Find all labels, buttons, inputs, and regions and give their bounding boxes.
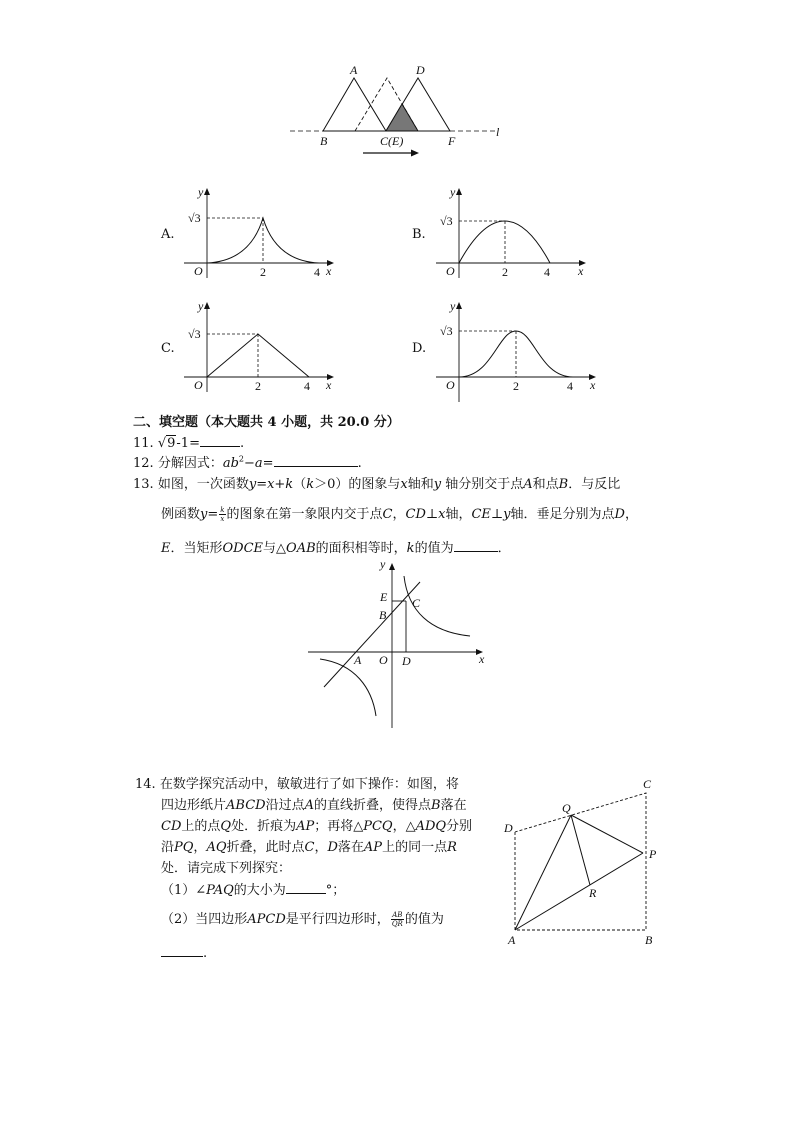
svg-text:y: y — [380, 557, 386, 571]
svg-text:4: 4 — [544, 265, 550, 278]
option-a-label[interactable]: A. — [161, 227, 175, 242]
label-l: l — [496, 125, 500, 139]
svg-text:C: C — [412, 596, 421, 610]
option-b-label[interactable]: B. — [412, 227, 426, 242]
question-14-part-2-answer: . — [161, 943, 207, 963]
question-13-line-1: 13. 如图，一次函数y=x+k（k＞0）的图象与x轴和y 轴分别交于点A和点B．与反比 — [133, 477, 621, 492]
label-f: F — [448, 134, 456, 148]
svg-text:O: O — [194, 264, 203, 278]
q13-answer-blank[interactable] — [454, 538, 498, 552]
svg-text:O: O — [379, 653, 388, 667]
svg-text:4: 4 — [304, 379, 310, 392]
svg-text:y: y — [450, 185, 456, 199]
svg-text:√3: √3 — [188, 327, 201, 341]
q14-qr — [571, 815, 590, 885]
svg-text:O: O — [194, 378, 203, 392]
question-12: 12. 分解因式：$ab^2-a=$ . — [133, 454, 362, 471]
q13-figure — [300, 556, 500, 731]
q13-number: 13. — [133, 477, 154, 492]
label-a: A — [350, 63, 358, 77]
q14-figure — [500, 772, 670, 950]
question-14-part-2: （2）当四边形APCD是平行四边形时， $\frac{AB}{QR}$ 的值为 — [161, 911, 444, 928]
svg-text:C: C — [643, 777, 652, 791]
q11-sqrt-sign: √ — [157, 436, 167, 451]
svg-text:2: 2 — [502, 265, 508, 278]
svg-text:x: x — [590, 378, 596, 392]
question-14-line-3: CD上的点Q处．折痕为AP；再将△PCQ，△ADQ分别 — [161, 819, 473, 834]
svg-text:B: B — [379, 608, 387, 622]
q12-number: 12. — [133, 456, 154, 471]
option-c-label[interactable]: C. — [161, 341, 175, 356]
option-d-label[interactable]: D. — [412, 341, 427, 356]
option-b-graph[interactable] — [432, 183, 592, 278]
q14-qp — [571, 815, 643, 853]
svg-text:√3: √3 — [440, 214, 453, 228]
svg-text:A: A — [354, 653, 362, 667]
option-c-graph[interactable] — [180, 297, 340, 392]
svg-text:y: y — [198, 185, 204, 199]
svg-text:√3: √3 — [188, 211, 201, 225]
svg-text:4: 4 — [314, 265, 320, 278]
question-14-part-1: （1）∠PAQ的大小为 °； — [161, 880, 345, 900]
svg-text:A: A — [508, 933, 516, 947]
q11-rest: -1= — [176, 436, 200, 451]
svg-text:√3: √3 — [440, 324, 453, 338]
q14-part1-answer-blank[interactable] — [286, 880, 326, 894]
q12-text: 分解因式： — [157, 456, 223, 471]
svg-text:y: y — [450, 299, 456, 313]
option-b-curve — [459, 221, 550, 263]
svg-text:O: O — [446, 378, 455, 392]
section-heading: 二、填空题（本大题共 4 小题，共 20.0 分） — [133, 415, 400, 430]
svg-text:Q: Q — [562, 801, 571, 815]
q11-answer-blank[interactable] — [200, 433, 240, 447]
q11-radicand: 9 — [167, 436, 176, 451]
question-11: 11. √9-1= . — [133, 433, 244, 453]
svg-text:2: 2 — [255, 379, 261, 392]
svg-text:D: D — [402, 654, 411, 668]
svg-text:B: B — [645, 933, 653, 947]
svg-text:x: x — [479, 652, 485, 666]
triangle-abc — [323, 78, 386, 131]
question-13-line-3: E．当矩形ODCE与△OAB的面积相等时，k的值为 ． — [161, 538, 511, 558]
label-ce: C(E) — [380, 134, 404, 148]
question-14-line-5: 处．请完成下列探究： — [161, 861, 292, 876]
svg-text:y: y — [198, 299, 204, 313]
svg-text:2: 2 — [260, 265, 266, 278]
label-b: B — [320, 134, 328, 148]
svg-text:4: 4 — [567, 379, 573, 393]
question-14-line-2: 四边形纸片ABCD沿过点A的直线折叠，使得点B落在 — [161, 798, 467, 813]
svg-text:P: P — [649, 847, 657, 861]
q13-hyperbola-q3 — [320, 659, 376, 716]
q14-part2-answer-blank[interactable] — [161, 943, 203, 957]
svg-text:x: x — [326, 378, 332, 392]
question-14-line-4: 沿PQ，AQ折叠，此时点C，D落在AP上的同一点R — [161, 840, 457, 855]
label-d: D — [416, 63, 425, 77]
svg-text:O: O — [446, 264, 455, 278]
q12-answer-blank[interactable] — [274, 453, 358, 467]
q11-number: 11. — [133, 436, 154, 451]
option-d-graph[interactable] — [432, 297, 602, 407]
svg-text:x: x — [578, 264, 584, 278]
question-14-line-1: 14. 在数学探究活动中，敏敏进行了如下操作：如图，将 — [135, 777, 459, 792]
svg-text:E: E — [380, 590, 388, 604]
svg-text:x: x — [326, 264, 332, 278]
q14-number: 14. — [135, 777, 156, 792]
question-13-line-2: 例函数y= $\frac{k}{x}$ 的图象在第一象限内交于点C，CD⊥x轴，CE⊥y轴．垂足分别为点D， — [161, 506, 638, 523]
svg-text:D: D — [504, 821, 513, 835]
top-figure — [285, 58, 515, 163]
shaded-overlap — [386, 104, 418, 131]
svg-text:2: 2 — [513, 379, 519, 393]
arrow-head — [411, 150, 419, 157]
svg-text:R: R — [589, 886, 597, 900]
option-a-graph[interactable] — [180, 183, 340, 278]
q14-dashed-outline — [515, 793, 646, 930]
